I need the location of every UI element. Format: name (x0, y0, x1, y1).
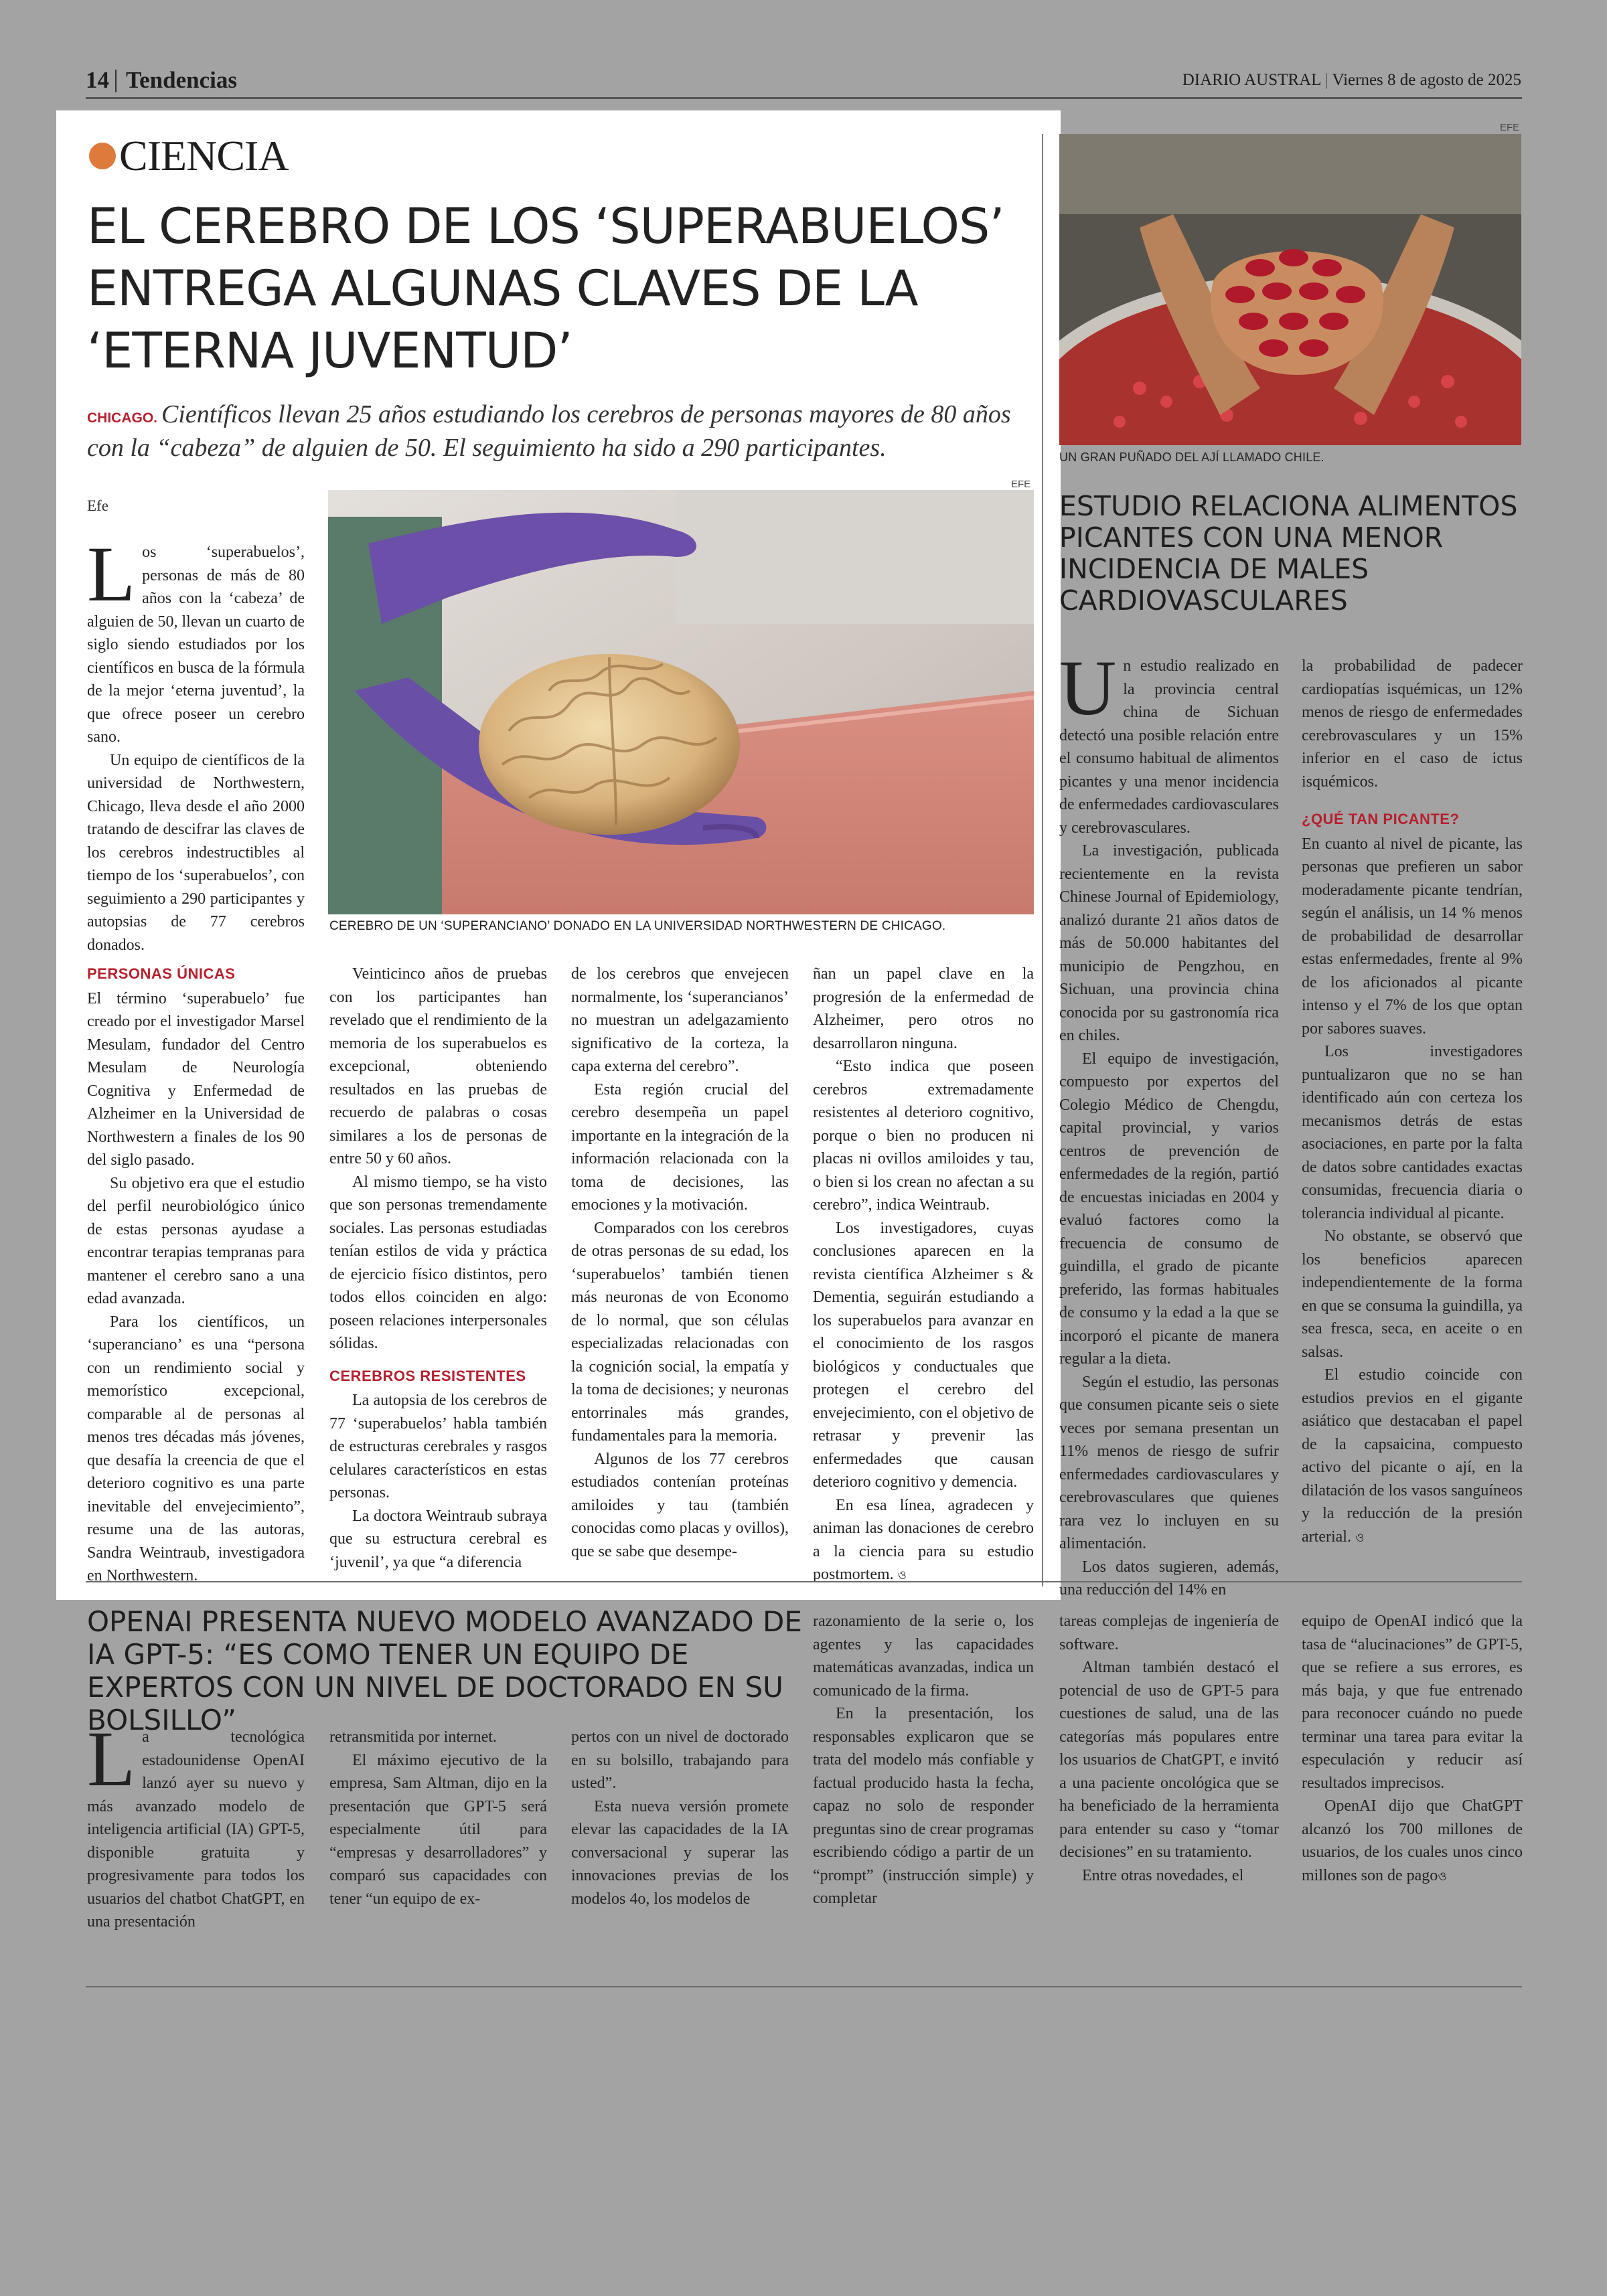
column-paragraph: Altman también destacó el potencial de uso de GPT-5 para cuestiones de salud, una de las categorías más populares entre los usuarios de ChatGPT, e invitó a una paciente oncológica que se ha beneficiado de la herramienta para entender su caso y “tomar decisiones” en su tratamiento. (1059, 1659, 1279, 1861)
column-paragraph: equipo de OpenAI indicó que la tasa de “alucinaciones” de GPT-5, que se refiere a sus errores, es más baja, y que fue entrenado para reconocer cuándo no puede terminar una tarea para evitar la especulación y reducir así resultados imprecisos. (1302, 1613, 1523, 1792)
gpt-paragraph-1-text: a tecnológica estadounidense OpenAI lanzó ayer su nuevo y más avanzado modelo de inteligencia artificial (IA) GPT-5, disponible gratuita y progresivamente para todos los usuarios del chatbot ChatGPT, en una presentación (87, 1728, 305, 1931)
column-paragraph: Para los científicos, un ‘superanciano’ es una “persona con un rendimiento social y memorístico excepcional, comparable al de personas al menos tres décadas más jóvenes, que desafía la creencia de que el deterioro cognitivo es una parte inevitable del envejecimiento”, resume una de las autoras, Sandra Weintraub, investigadora en Northwestern. (87, 1313, 305, 1584)
column-paragraph: No obstante, se observó que los beneficios aparecen independientemente de la forma en que se consuma la guindilla, ya sea fresca, seca, en aceite o en salsas. (1302, 1228, 1523, 1361)
last-paragraph-text: En esa línea, agradecen y animan las donaciones de cerebro a la ciencia para su estudio postmortem. (813, 1496, 1034, 1583)
chile-paragraph-1-text: n estudio realizado en la provincia central china de Sichuan detectó una posible relación entre el consumo habitual de alimentos picantes y una menor incidencia de enfermedades cardiovasculares y cerebrovasculares. (1059, 657, 1279, 837)
newspaper-name: DIARIO AUSTRAL (1182, 71, 1321, 89)
column-paragraph: pertos con un nivel de doctorado en su bolsillo, trabajando para usted”. (571, 1728, 789, 1792)
subhead-text: Científicos llevan 25 años estudiando los cerebros de personas mayores de 80 años con la “cabeza” de alguien de 50. El seguimiento ha sido a 290 participantes. (87, 400, 1011, 462)
section-name: Tendencias (126, 67, 237, 93)
intro-paragraph-1-text: os ‘superabuelos’, personas de más de 80 años con la ‘cabeza’ de alguien de 50, llevan un cuarto de siglo siendo estudiados por los científicos en busca de la fórmula de la mejor ‘eterna juventud’, la que ofrece poseer un cerebro sano. (87, 544, 305, 746)
column-paragraph: razonamiento de la serie o, los agentes y las capacidades matemáticas avanzadas, indica un comunicado de la firma. (813, 1613, 1034, 1700)
gpt-article-headline: OPENAI PRESENTA NUEVO MODELO AVANZADO DE IA GPT-5: “ES COMO TENER UN EQUIPO DE EXPERTOS CON UN NIVEL DE DOCTORADO EN SU BOLSILLO” (87, 1605, 802, 1736)
masthead-separator: | (1324, 71, 1332, 89)
gpt-column-2 (329, 1726, 547, 1910)
gpt-column-1 (87, 1715, 305, 1934)
column-paragraph (1302, 1364, 1523, 1550)
issue-date: Viernes 8 de agosto de 2025 (1332, 71, 1521, 89)
last-paragraph-text: El estudio coincide con estudios previos en el gigante asiático que destacaban el papel de la capsaicina, compuesto activo del picante o ají, en la dilatación de los vasos sanguíneos y la reducción de la presión arterial. (1302, 1366, 1523, 1546)
last-paragraph-text: OpenAI dijo que ChatGPT alcanzó los 700 millones de usuarios, de los cuales unos cinco millones son de pago (1302, 1797, 1523, 1884)
subtitle-que-tan-picante: ¿QUÉ TAN PICANTE? (1302, 811, 1460, 827)
dropcap-letter: L (87, 1715, 136, 1803)
column-paragraph: Al mismo tiempo, se ha visto que son personas tremendamente sociales. Las personas estudiadas tenían estilos de vida y práctica de ejercicio físico distintos, pero todos ellos coinciden en algo: poseen relaciones interpersonales sólidas. (329, 1173, 547, 1352)
intro-paragraph-2: Un equipo de científicos de la universidad de Northwestern, Chicago, lleva desde el año 2000 tratando de descifrar las claves de los cerebros indestructibles al tiempo de los ‘superabuelos’, con seguimiento a 290 participantes y autopsias de 77 cerebros donados. (87, 751, 305, 954)
dropcap-letter: U (1059, 644, 1117, 732)
column-divider (1042, 134, 1043, 1586)
byline: Efe (87, 497, 108, 514)
dropcap-letter: L (87, 530, 136, 618)
column-paragraph: tareas complejas de ingeniería de software. (1059, 1613, 1279, 1653)
chile-article-headline: ESTUDIO RELACIONA ALIMENTOS PICANTES CON UNA MENOR INCIDENCIA DE MALES CARDIOVASCULARES (1059, 490, 1518, 617)
header-rule (86, 97, 1522, 99)
gpt-column-6 (1302, 1610, 1523, 1888)
column-paragraph: El término ‘superabuelo’ fue creado por el investigador Marsel Mesulam, fundador del Centro Mesulam de Neurología Cognitiva y Enfermedad de Alzheimer en la Universidad de Northwestern a finales de los 90 del siglo pasado. (87, 989, 305, 1169)
chile-column-2 (1302, 655, 1523, 1550)
intro-paragraph-1 (87, 530, 305, 749)
column-paragraph: Esta región crucial del cerebro desempeña un papel importante en la integración de la información relacionada con la toma de decisiones, las emociones y la motivación. (571, 1080, 789, 1214)
masthead (1182, 71, 1521, 90)
column-paragraph (1059, 644, 1279, 839)
column-paragraph: Su objetivo era que el estudio del perfil neurobiológico único de estas personas ayudase a encontrar terapias tempranas para mantener el cerebro sano a una edad avanzada. (87, 1174, 305, 1307)
gpt-column-4 (813, 1610, 1034, 1910)
header-divider (115, 70, 117, 92)
footer-rule (86, 1986, 1522, 1987)
page-number: 14 (86, 67, 109, 93)
brain-photo-illustration (328, 490, 1034, 914)
column-paragraph: La investigación, publicada recientemente en la revista Chinese Journal of Epidemiology, analizó durante 21 años datos de más de 50.000 habitantes del municipio de Pengzhou, en Sichuan, una provincia china conocida por su gastronomía rica en chiles. (1059, 842, 1279, 1044)
column-paragraph: Algunos de los 77 cerebros estudiados contenían proteínas amiloides y tau (también conocidas como placas y ovillos), que se sabe que desempe- (571, 1450, 789, 1560)
column-paragraph: “Esto indica que poseen cerebros extremadamente resistentes al deterioro cognitivo, porque o bien no producen ni placas ni ovillos amiloides y tau, o bien si los crean no afectan a su cerebro”, indica Weintraub. (813, 1058, 1034, 1214)
feature-column-2 (329, 963, 547, 1574)
kicker-dot-icon (89, 143, 116, 169)
column-paragraph: Esta nueva versión promete elevar las capacidades de la IA conversacional y superar las innovaciones previas de los modelos 4o, los modelos de (571, 1797, 789, 1908)
column-paragraph: Los investigadores puntualizaron que no se han identificado aún con certeza los mecanismos detrás de estas asociaciones, en parte por la falta de datos sobre cantidades exactas consumidas, frecuencia diaria o tolerancia individual al picante. (1302, 1043, 1523, 1222)
main-headline: EL CEREBRO DE LOS ‘SUPERABUELOS’ ENTREGA ALGUNAS CLAVES DE LA ‘ETERNA JUVENTUD’ (87, 198, 1004, 380)
feature-column-1 (87, 963, 305, 1588)
column-paragraph: La autopsia de los cerebros de 77 ‘superabuelos’ habla también de estructuras cerebrales y rasgos celulares característicos en estas personas. (329, 1392, 547, 1501)
section-rule (86, 1581, 1522, 1582)
chile-photo-credit: EFE (1500, 122, 1520, 133)
section-kicker: CIENCIA (119, 132, 289, 179)
column-paragraph: El equipo de investigación, compuesto por expertos del Colegio Médico de Chengdu, capital provincial, y varios centros de prevención de enfermedades de la región, partió de encuestas iniciadas en 2004 y evaluó factores como la frecuencia de consumo de guindilla, el grado de picante preferido, las formas habituales de consumo y la edad a la que se incorporó el picante de manera regular a la dieta. (1059, 1050, 1279, 1368)
chili-photo-caption: UN GRAN PUÑADO DEL AJÍ LLAMADO CHILE. (1059, 450, 1324, 464)
column-paragraph: la probabilidad de padecer cardiopatías isquémicas, un 12% menos de riesgo de enfermedades cerebrovasculares y un 15% inferior en el caso de ictus isquémicos. (1302, 657, 1523, 791)
brain-photo (328, 490, 1034, 914)
column-paragraph: de los cerebros que envejecen normalmente, los ‘superancianos’ no muestran un adelgazamiento significativo de la corteza, la capa externa del cerebro”. (571, 965, 789, 1075)
photo-credit: EFE (1011, 479, 1031, 490)
article-subhead (87, 400, 1051, 463)
end-of-article-icon: ও (1438, 1869, 1447, 1884)
column-paragraph: Los datos sugieren, además, una reducción del 14% en (1059, 1558, 1279, 1598)
feature-intro-column (87, 530, 305, 957)
dateline-city: CHICAGO. (87, 410, 157, 426)
column-paragraph: El máximo ejecutivo de la empresa, Sam Altman, dijo en la presentación que GPT-5 será especialmente útil para “empresas y desarrolladores” y comparó sus capacidades con tener “un equipo de ex- (329, 1751, 547, 1908)
column-paragraph: Según el estudio, las personas que consumen picante seis o siete veces por semana presentan un 11% menos de riesgo de sufrir enfermedades cardiovasculares y cerebrovasculares que quienes rara vez lo incluyen en su alimentación. (1059, 1373, 1279, 1552)
end-of-article-icon: ও (897, 1568, 907, 1582)
column-paragraph: La doctora Weintraub subraya que su estructura cerebral es ‘juvenil’, ya que “a diferencia (329, 1507, 547, 1571)
column-paragraph (1302, 1795, 1523, 1888)
chile-column-1 (1059, 644, 1279, 1602)
feature-column-3 (571, 963, 789, 1563)
column-paragraph (813, 1494, 1034, 1588)
chili-photo (1059, 134, 1521, 445)
column-paragraph: Entre otras novedades, el (1082, 1866, 1244, 1884)
column-paragraph: Comparados con los cerebros de otras personas de su edad, los ‘superabuelos’ también tienen más neuronas de von Economo de lo normal, que son células especializadas relacionadas con la cognición social, la empatía y la toma de decisiones; y neuronas entorrinales más grandes, fundamentales para la memoria. (571, 1219, 789, 1445)
feature-column-4 (813, 963, 1034, 1588)
column-paragraph: ñan un papel clave en la progresión de la enfermedad de Alzheimer, pero otros no desarrollaron ninguna. (813, 965, 1034, 1052)
brain-photo-caption: CEREBRO DE UN ‘SUPERANCIANO’ DONADO EN LA UNIVERSIDAD NORTHWESTERN DE CHICAGO. (329, 919, 946, 933)
column-paragraph: En la presentación, los responsables explicaron que se trata del modelo más confiable y factual producido hasta la fecha, capaz no solo de responder preguntas sino de crear programas escribiendo código a partir de un “prompt” (instrucción simple) y completar (813, 1705, 1034, 1907)
subtitle-cerebros-resistentes: CEREBROS RESISTENTES (329, 1367, 526, 1384)
column-paragraph: En cuanto al nivel de picante, las personas que prefieren un sabor moderadamente picante tendrían, según el análisis, un 14 % menos de probabilidad de desarrollar estas enfermedades, frente al 9% de los aficionados al picante intenso y el 7% de los que optan por sabores suaves. (1302, 835, 1523, 1038)
column-paragraph: retransmitida por internet. (329, 1728, 497, 1746)
gpt-column-5 (1059, 1610, 1279, 1887)
column-paragraph: Los investigadores, cuyas conclusiones aparecen en la revista científica Alzheimer s & Dementia, seguirán estudiando a los superabuelos para avanzar en el conocimiento de los rasgos biológicos y conductuales que protegen el cerebro del envejecimiento, con el objetivo de retrasar y prevenir las enfermedades que causan deterioro cognitivo y demencia. (813, 1219, 1034, 1491)
column-paragraph (87, 1715, 305, 1934)
gpt-column-3 (571, 1726, 789, 1910)
chili-photo-illustration (1059, 134, 1521, 445)
subtitle-personas-unicas: PERSONAS ÚNICAS (87, 965, 236, 982)
end-of-article-icon: ও (1355, 1530, 1365, 1545)
column-paragraph: Veinticinco años de pruebas con los participantes han revelado que el rendimiento de la memoria de los superabuelos es excepcional, obteniendo resultados en las pruebas de recuerdo de palabras o cosas similares a los de personas de entre 50 y 60 años. (329, 965, 547, 1167)
